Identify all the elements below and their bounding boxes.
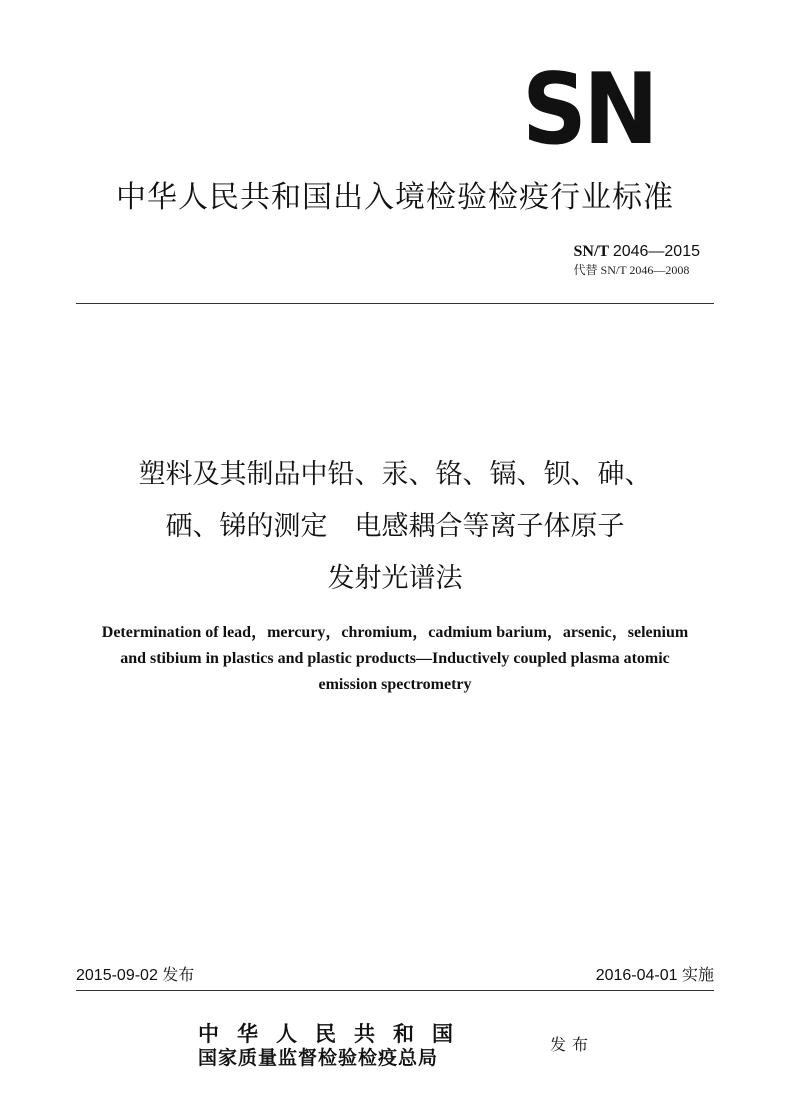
chinese-title-line: 硒、锑的测定 电感耦合等离子体原子 (165, 511, 625, 542)
effective-date: 2016-04-01 实施 (595, 967, 714, 984)
code-prefix: SN/T (573, 243, 609, 260)
standard-category-title: 中华人民共和国出入境检验检疫行业标准 (116, 180, 674, 215)
code-number: 2046—2015 (612, 243, 700, 260)
replaces-code: 代替 SN/T 2046—2008 (573, 263, 690, 277)
publish-label: 发布 (550, 1035, 595, 1054)
english-title-line: emission spectrometry (318, 676, 472, 693)
english-title-line: and stibium in plastics and plastic products—Inductively coupled plasma atomic (120, 650, 670, 667)
issuer-line-1: 中华人民共和国 (198, 1021, 471, 1046)
english-title (60, 620, 730, 698)
chinese-title-line: 发射光谱法 (327, 563, 463, 594)
standard-code-block (574, 243, 700, 278)
issuer-block (198, 1022, 471, 1070)
english-title-line: Determination of lead，mercury，chromium，cadmium barium，arsenic，selenium (101, 624, 689, 641)
standard-code (574, 243, 700, 261)
bottom-divider (76, 990, 714, 991)
chinese-title-line: 塑料及其制品中铅、汞、铬、镉、钡、砷、 (138, 459, 652, 490)
sn-logo: SN (522, 53, 656, 167)
top-divider (76, 303, 714, 304)
issue-date: 2015-09-02 发布 (76, 967, 195, 984)
issuer-line-2: 国家质量监督检验检疫总局 (198, 1047, 439, 1069)
chinese-title (0, 449, 790, 605)
